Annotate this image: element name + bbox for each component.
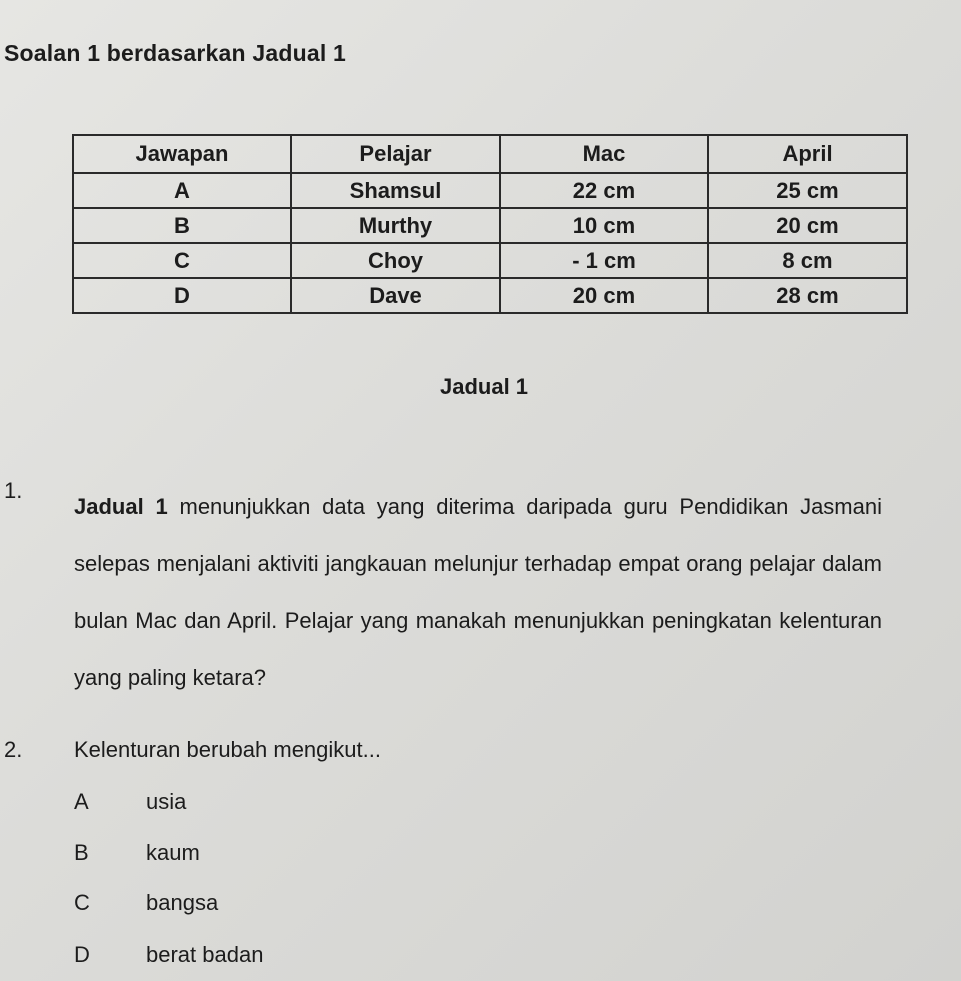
table-cell: Choy <box>291 243 500 278</box>
table-cell: - 1 cm <box>500 243 708 278</box>
option-text: bangsa <box>146 890 219 915</box>
table-cell: 22 cm <box>500 173 708 208</box>
table-row <box>73 208 907 243</box>
table-caption: Jadual 1 <box>440 374 529 399</box>
option-b[interactable] <box>74 840 200 866</box>
table-cell: Dave <box>291 278 500 313</box>
table-cell: Shamsul <box>291 173 500 208</box>
table-row <box>73 173 907 208</box>
column-header-jawapan: Jawapan <box>73 135 291 173</box>
column-header-mac: Mac <box>500 135 708 173</box>
column-header-april: April <box>708 135 907 173</box>
option-a[interactable] <box>74 789 186 815</box>
table-cell: 10 cm <box>500 208 708 243</box>
option-d[interactable] <box>74 942 263 968</box>
option-c[interactable] <box>74 890 218 916</box>
section-heading: Soalan 1 berdasarkan Jadual 1 <box>4 40 347 66</box>
option-letter: D <box>74 942 90 967</box>
option-text: berat badan <box>146 942 264 967</box>
question-2-text: Kelenturan berubah mengikut... <box>74 737 381 762</box>
table-row <box>73 278 907 313</box>
table-header-row <box>73 135 907 173</box>
table-cell: C <box>73 243 291 278</box>
question-1-body: menunjukkan data yang diterima daripada guru Pendidikan Jasmani selepas menjalani aktiviti jangkauan melunjur terhadap empat orang pelajar dalam bulan Mac dan April. Pelajar yang manakah menunjukkan peningkatan kelenturan yang paling ketara? <box>74 494 882 690</box>
table-cell: 8 cm <box>708 243 907 278</box>
table-cell: A <box>73 173 291 208</box>
table-cell: D <box>73 278 291 313</box>
table-cell: 20 cm <box>708 208 907 243</box>
option-letter: C <box>74 890 90 915</box>
option-text: kaum <box>146 840 200 865</box>
table-cell: 25 cm <box>708 173 907 208</box>
table-cell: Murthy <box>291 208 500 243</box>
table-cell: 20 cm <box>500 278 708 313</box>
table-row <box>73 243 907 278</box>
column-header-pelajar: Pelajar <box>291 135 500 173</box>
question-1-lead: Jadual 1 <box>74 494 168 519</box>
question-1-number: 1. <box>4 478 23 503</box>
option-letter: A <box>74 789 89 814</box>
table-cell: 28 cm <box>708 278 907 313</box>
table-cell: B <box>73 208 291 243</box>
question-1-text <box>74 478 882 706</box>
question-2-number: 2. <box>4 737 23 762</box>
option-letter: B <box>74 840 89 865</box>
option-text: usia <box>146 789 187 814</box>
data-table <box>72 134 908 314</box>
